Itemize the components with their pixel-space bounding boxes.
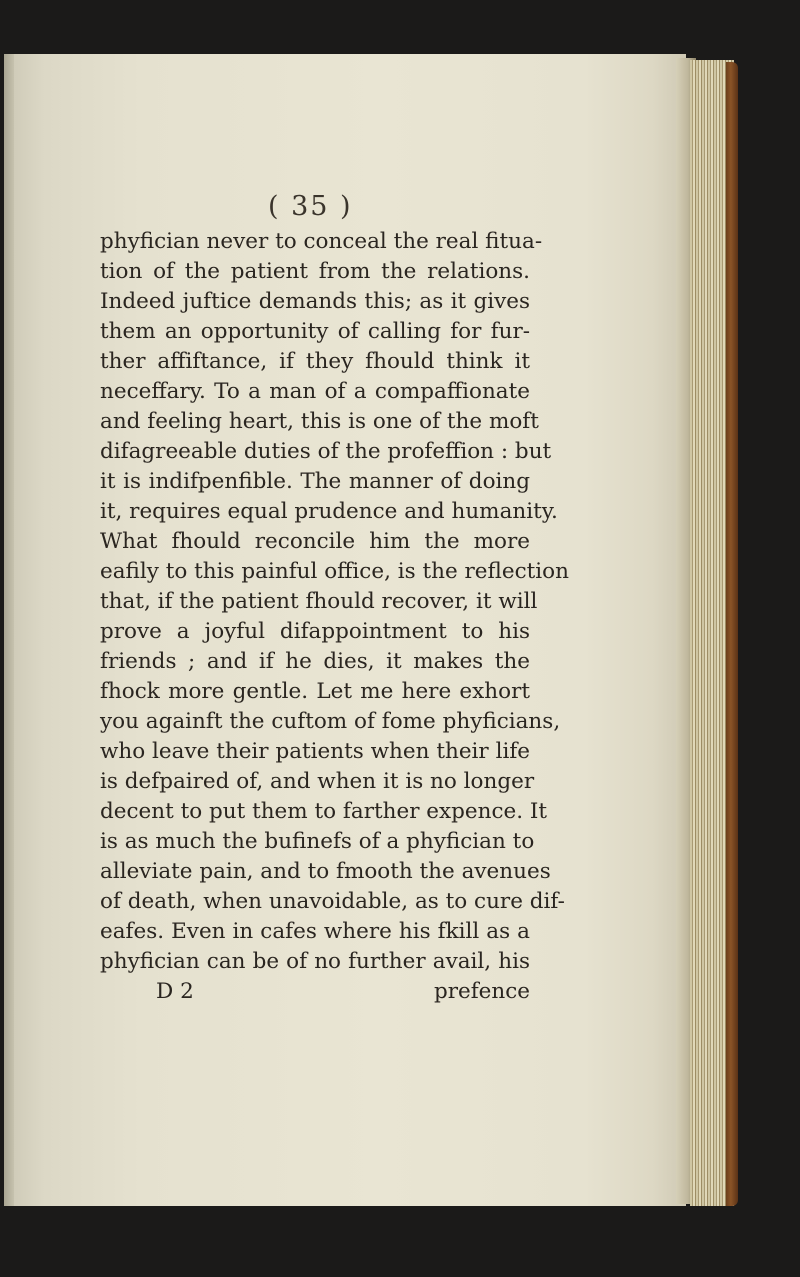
text-line: phyfician never to conceal the real fitua-: [100, 229, 543, 254]
text-line: and feeling heart, this is one of the moft: [100, 409, 539, 434]
text-line: decent to put them to farther expence. It: [100, 799, 548, 824]
text-line: neceffary. To a man of a compaffionate: [100, 379, 530, 404]
text-line: phyfician can be of no further avail, his: [100, 949, 530, 974]
text-line: Indeed juftice demands this; as it gives: [100, 289, 530, 314]
text-line: difagreeable duties of the profeffion : but: [100, 439, 552, 464]
text-line: prove a joyful difappointment to his: [100, 619, 530, 644]
text-line: eafily to this painful office, is the reflection: [100, 559, 569, 584]
catchword: prefence: [433, 979, 530, 1004]
text-line: alleviate pain, and to fmooth the avenues: [100, 859, 551, 884]
text-line: that, if the patient fhould recover, it will: [100, 589, 538, 614]
text-line: it is indifpenfible. The manner of doing: [100, 469, 530, 494]
text-line: is as much the bufinefs of a phyfician to: [100, 829, 535, 854]
left-page-edge: [4, 54, 14, 1206]
text-line: them an opportunity of calling for fur-: [100, 319, 530, 344]
text-line: eafes. Even in cafes where his fkill as a: [100, 919, 530, 944]
text-line: friends ; and if he dies, it makes the: [100, 649, 530, 674]
text-line: ther affiftance, if they fhould think it: [100, 349, 530, 374]
text-line: who leave their patients when their life: [100, 739, 530, 764]
book-cover-edge: [726, 62, 738, 1206]
text-line: you againft the cuftom of fome phyficians,: [100, 709, 561, 734]
text-line: is defpaired of, and when it is no longer: [100, 769, 535, 794]
text-line: it, requires equal prudence and humanity.: [100, 499, 558, 524]
text-line: What fhould reconcile him the more: [100, 529, 530, 554]
signature-mark: D 2: [156, 979, 194, 1004]
text-line: tion of the patient from the relations.: [100, 259, 530, 284]
page-number: ( 35 ): [268, 191, 353, 222]
text-line: of death, when unavoidable, as to cure dif-: [100, 889, 565, 914]
text-line: fhock more gentle. Let me here exhort: [100, 679, 530, 704]
